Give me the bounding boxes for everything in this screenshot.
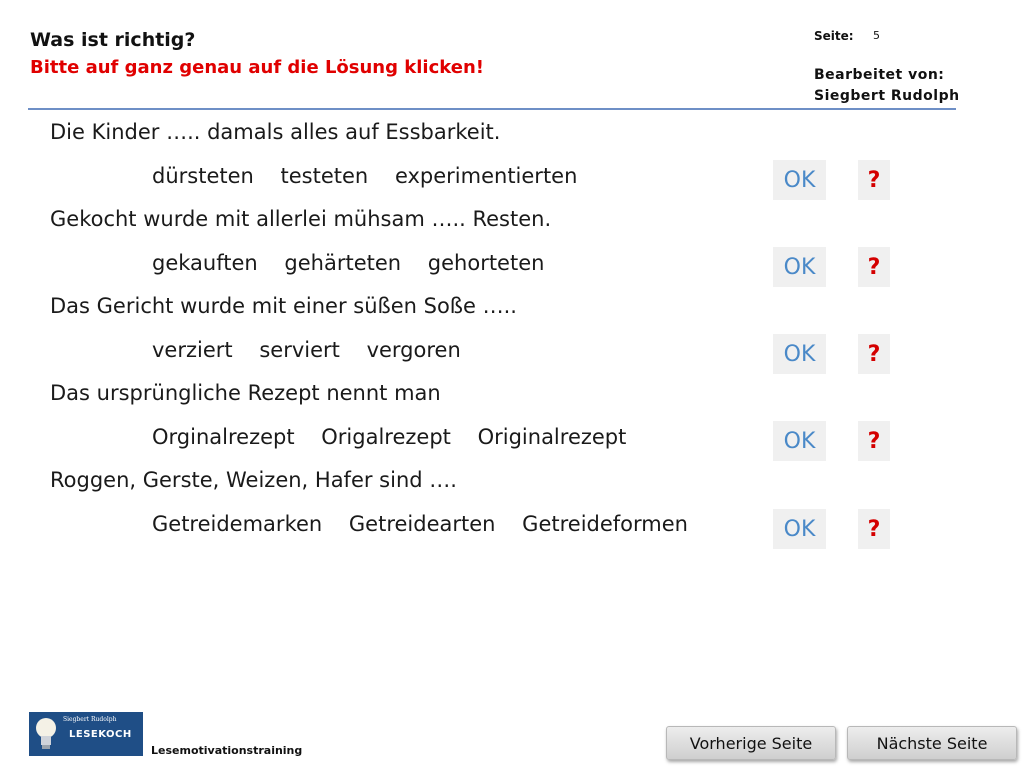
answer-option[interactable]: dürsteten <box>152 164 254 188</box>
answer-option[interactable]: verziert <box>152 338 233 362</box>
ok-button[interactable]: OK <box>773 247 826 287</box>
answer-option[interactable]: Originalrezept <box>477 425 627 449</box>
previous-page-button[interactable]: Vorherige Seite <box>666 726 836 760</box>
help-button[interactable]: ? <box>858 160 890 200</box>
answer-option[interactable]: Orginalrezept <box>152 425 295 449</box>
logo-author: Siegbert Rudolph <box>63 716 117 723</box>
lightbulb-icon <box>33 716 59 752</box>
ok-button[interactable]: OK <box>773 160 826 200</box>
help-button[interactable]: ? <box>858 509 890 549</box>
page-label: Seite: <box>814 29 854 43</box>
answer-option[interactable]: experimentierten <box>394 164 578 188</box>
ok-button[interactable]: OK <box>773 421 826 461</box>
question-text: Die Kinder ….. damals alles auf Essbarkeit. <box>50 120 501 144</box>
footer-label: Lesemotivationstraining <box>151 744 303 757</box>
answer-option[interactable]: serviert <box>259 338 340 362</box>
edited-by-label: Bearbeitet von: <box>814 67 945 83</box>
answer-option[interactable]: Origalrezept <box>321 425 451 449</box>
answer-options <box>152 251 564 275</box>
page-number: 5 <box>873 29 880 42</box>
help-button[interactable]: ? <box>858 421 890 461</box>
answer-option[interactable]: testeten <box>280 164 369 188</box>
answer-options <box>152 164 597 188</box>
answer-option[interactable]: gehärteten <box>284 251 402 275</box>
answer-options <box>152 425 646 449</box>
answer-option[interactable]: Getreideformen <box>522 512 688 536</box>
header-divider <box>28 108 956 110</box>
question-text: Das Gericht wurde mit einer süßen Soße ….. <box>50 294 517 318</box>
next-page-button[interactable]: Nächste Seite <box>847 726 1017 760</box>
help-button[interactable]: ? <box>858 334 890 374</box>
question-text: Gekocht wurde mit allerlei mühsam ….. Resten. <box>50 207 552 231</box>
page-title: Was ist richtig? <box>30 29 196 51</box>
answer-option[interactable]: vergoren <box>366 338 461 362</box>
instruction-text: Bitte auf ganz genau auf die Lösung klicken! <box>30 57 484 78</box>
question-text: Das ursprüngliche Rezept nennt man <box>50 381 441 405</box>
editor-name: Siegbert Rudolph <box>814 88 960 104</box>
answer-option[interactable]: Getreidearten <box>348 512 496 536</box>
answer-options <box>152 338 481 362</box>
ok-button[interactable]: OK <box>773 509 826 549</box>
answer-option[interactable]: Getreidemarken <box>152 512 323 536</box>
leseKoch-logo <box>29 712 143 756</box>
question-text: Roggen, Gerste, Weizen, Hafer sind …. <box>50 468 457 492</box>
logo-name: LESEKOCH <box>69 729 132 740</box>
answer-options <box>152 512 708 536</box>
help-button[interactable]: ? <box>858 247 890 287</box>
ok-button[interactable]: OK <box>773 334 826 374</box>
answer-option[interactable]: gehorteten <box>427 251 545 275</box>
answer-option[interactable]: gekauften <box>152 251 258 275</box>
